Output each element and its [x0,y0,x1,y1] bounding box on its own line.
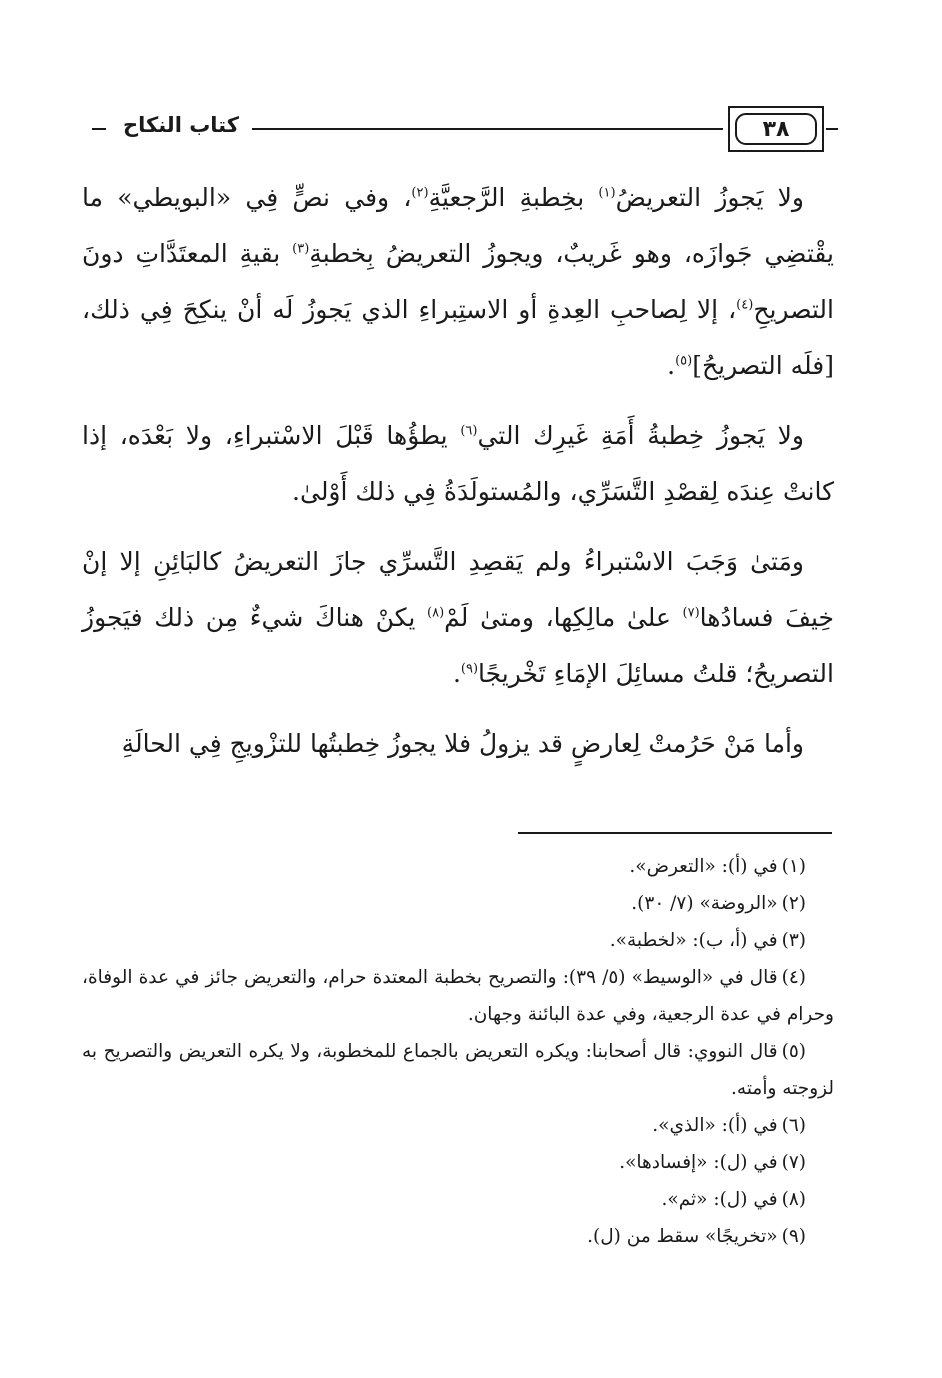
footnote-text: قال في «الوسيط» (٥/ ٣٩): والتصريح بخطبة المعتدة حرام، والتعريض جائز في عدة الوفاة، وحرام في عدة الرجعية، وفي عدة البائنة وجهان. [82,967,834,1025]
page-header [92,106,838,156]
footnote-number: (٥) [781,1041,806,1062]
footnote-number: (٧) [781,1152,806,1173]
footnote-number: (٢) [781,893,806,914]
text-run: علىٰ مالِكِها، ومتىٰ لَمْ [444,603,683,632]
body-paragraph [82,170,834,394]
footnote-marker: (٩) [460,661,479,677]
text-run: ولا يَجوزُ التعريضُ [615,183,805,212]
footnote-item [82,959,834,1033]
footnote-text: في (أ): «التعرض». [629,856,778,877]
header-rule [252,128,723,130]
text-run: وأما مَنْ حَرُمتْ لِعارضٍ قد يزولُ فلا يجوزُ خِطبتُها للتزْويجِ فِي الحالَةِ [121,729,804,758]
footnote-number: (٣) [781,930,806,951]
footnote-marker: (٨) [427,605,445,621]
footnote-marker: (١) [598,185,616,201]
footnote-text: في (أ، ب): «لخطبة». [609,930,778,951]
page-number: ٣٨ [735,113,817,145]
footnote-separator [518,832,832,834]
page-number-frame [728,106,824,152]
footnote-marker: (٤) [736,297,754,313]
footnote-number: (٤) [781,967,806,988]
body-paragraph [82,534,834,702]
footnote-number: (٦) [781,1115,806,1136]
text-run: . [452,659,461,688]
main-text [82,170,834,786]
footnote-item [82,848,834,885]
text-run: يطؤُها قَبْلَ الاسْتبراءِ، ولا بَعْدَه، إذا كانتْ عِندَه لِقصْدِ التَّسَرِّي، والمُستولَدَةُ فِي ذلك أَوْلىٰ. [82,421,834,506]
footnote-text: «الروضة» (٧/ ٣٠). [631,893,778,914]
footnote-marker: (٦) [460,423,478,439]
footnote-marker: (٥) [675,353,693,369]
footnotes [82,848,834,1255]
footnote-marker: (٢) [411,185,429,201]
text-run: ، إلا لِصاحبِ العِدةِ أو الاستِبراءِ الذي يَجوزُ لَه أنْ ينكِحَ فِي ذلك، [فلَه التصريحُ] [82,295,834,380]
footnote-item [82,1144,834,1181]
footnote-item [82,1033,834,1107]
footnote-number: (٩) [781,1226,806,1247]
text-run: بخِطبةِ الرَّجعيَّةِ [428,183,599,212]
footnote-text: قال النووي: قال أصحابنا: ويكره التعريض بالجماع للمخطوبة، ولا يكره التعريض والتصريح به لزوجته وأمته. [82,1041,834,1099]
text-run: . [667,351,676,380]
footnote-text: في (أ): «الذي». [652,1115,778,1136]
running-title: كتاب النكاح [123,113,239,137]
footnote-number: (١) [781,856,806,877]
footnote-item [82,885,834,922]
text-run: ، وفي نصٍّ فِي «البويطي» ما يقْتضِي جَوازَه، وهو غَريبٌ، ويجوزُ التعريضُ بِخطبةِ [82,183,834,268]
footnote-marker: (٧) [682,605,700,621]
footnote-text: في (ل): «إفسادها». [619,1152,778,1173]
text-run: بقيةِ المعتَدَّاتِ دونَ التصريحِ [82,239,834,324]
footnote-text: في (ل): «ثم». [661,1189,778,1210]
body-paragraph [82,408,834,520]
header-rule-left [92,128,106,130]
footnote-item [82,1107,834,1144]
body-paragraph [82,716,834,772]
footnote-item [82,922,834,959]
footnote-item [82,1218,834,1255]
header-rule-right [826,128,838,130]
text-run: يكنْ هناكَ شيءٌ مِن ذلك فيَجوزُ التصريحُ؛ قلتُ مسائِلَ الإمَاءِ تَخْريجًا [82,603,834,688]
footnote-number: (٨) [781,1189,806,1210]
text-run: ومَتىٰ وَجَبَ الاسْتبراءُ ولم يَقصِدِ التَّسرِّي جازَ التعريضُ كالبَائِنِ إلا إنْ خِيفَ فسادُها [82,547,834,632]
text-run: ولا يَجوزُ خِطبةُ أَمَةِ غَيرِك التي [477,421,804,450]
footnote-item [82,1181,834,1218]
footnote-marker: (٣) [292,241,310,257]
footnote-text: «تخريجًا» سقط من (ل). [587,1226,778,1247]
